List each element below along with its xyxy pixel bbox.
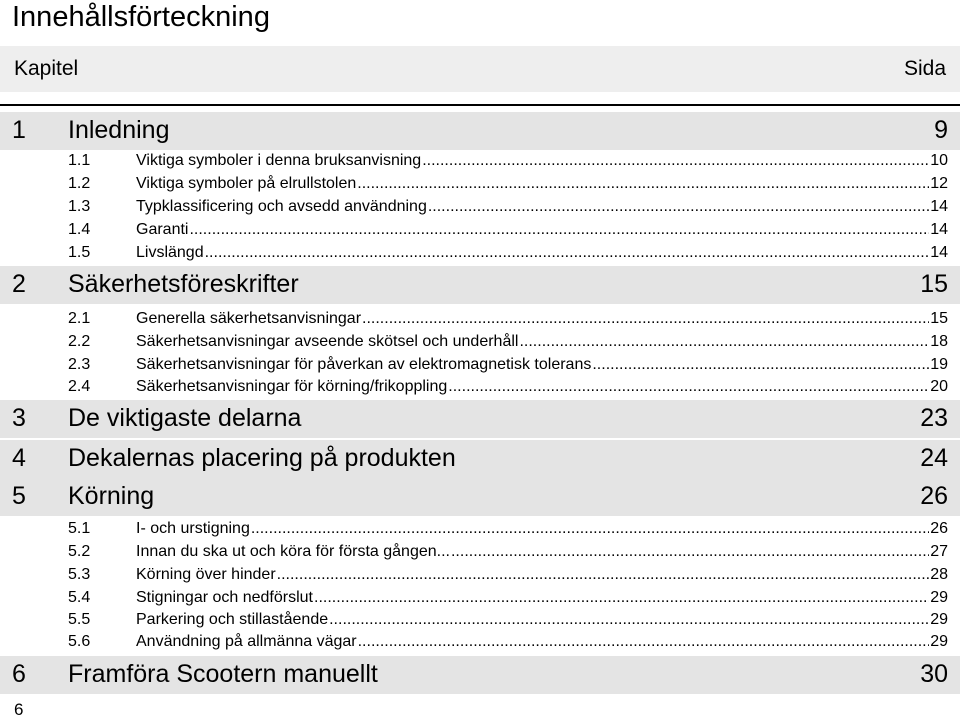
entry-page: 28 [930, 566, 948, 583]
toc-entry[interactable] [68, 631, 948, 653]
entry-page: 19 [930, 356, 948, 373]
entry-title: Livslängd [136, 244, 204, 261]
header-divider [0, 104, 960, 106]
dot-leader [451, 541, 929, 563]
toc-entry[interactable] [68, 308, 948, 330]
toc-entry[interactable] [68, 541, 948, 563]
toc-entry[interactable] [68, 150, 948, 172]
toc-chapter[interactable] [0, 266, 960, 304]
chapter-number: 6 [12, 660, 26, 688]
toc-entry[interactable] [68, 219, 948, 241]
toc-entry[interactable] [68, 518, 948, 540]
chapter-title: Säkerhetsföreskrifter [68, 270, 299, 298]
toc-chapter[interactable] [0, 112, 960, 150]
entry-page: 14 [930, 198, 948, 215]
chapter-page: 24 [920, 444, 948, 472]
chapter-title: Körning [68, 482, 155, 510]
chapter-title: Inledning [68, 116, 170, 144]
entry-title: I- och urstigning [136, 520, 250, 537]
chapter-page: 23 [920, 404, 948, 432]
entry-title: Säkerhetsanvisningar för påverkan av elektromagnetisk tolerans [136, 356, 592, 373]
entry-title: Parkering och stillastående [136, 611, 329, 628]
dot-leader [428, 196, 929, 218]
entry-page: 15 [930, 310, 948, 327]
toc-entry[interactable] [68, 609, 948, 631]
dot-leader [358, 631, 930, 653]
toc-entry[interactable] [68, 564, 948, 586]
entry-number: 5.1 [68, 520, 91, 537]
entry-number: 1.2 [68, 175, 91, 192]
entry-page: 29 [930, 633, 948, 650]
entry-page: 12 [930, 175, 948, 192]
entry-page: 14 [930, 221, 948, 238]
entry-number: 2.3 [68, 356, 91, 373]
entry-title: Generella säkerhetsanvisningar [136, 310, 362, 327]
entry-number: 2.1 [68, 310, 91, 327]
toc-chapter[interactable] [0, 656, 960, 694]
entry-number: 1.5 [68, 244, 91, 261]
dot-leader [251, 518, 929, 540]
dot-leader [357, 173, 929, 195]
toc-entry[interactable] [68, 242, 948, 264]
entry-title: Stigningar och nedförslut [136, 589, 313, 606]
entry-page: 27 [930, 543, 948, 560]
dot-leader [277, 564, 930, 586]
dot-leader [314, 587, 929, 609]
dot-leader [592, 354, 929, 376]
chapter-page: 9 [934, 116, 948, 144]
entry-page: 14 [930, 244, 948, 261]
entry-title: Körning över hinder [136, 566, 276, 583]
entry-page: 29 [930, 611, 948, 628]
entry-title: Typklassificering och avsedd användning [136, 198, 427, 215]
chapter-number: 5 [12, 482, 26, 510]
chapter-page: 30 [920, 660, 948, 688]
entry-page: 18 [930, 333, 948, 350]
entry-number: 2.2 [68, 333, 91, 350]
entry-number: 5.5 [68, 611, 91, 628]
toc-entry[interactable] [68, 354, 948, 376]
column-header-chapter: Kapitel [14, 57, 79, 80]
chapter-page: 26 [920, 482, 948, 510]
chapter-title: De viktigaste delarna [68, 404, 302, 432]
toc-chapter[interactable] [0, 400, 960, 438]
entry-page: 20 [930, 378, 948, 395]
dot-leader [422, 150, 929, 172]
toc-entry[interactable] [68, 173, 948, 195]
toc-chapter[interactable] [0, 478, 960, 516]
dot-leader [329, 609, 929, 631]
dot-leader [189, 219, 929, 241]
column-header-page: Sida [903, 57, 946, 80]
toc-entry[interactable] [68, 196, 948, 218]
chapter-number: 4 [12, 444, 26, 472]
chapter-title: Dekalernas placering på produkten [68, 444, 456, 472]
entry-page: 26 [930, 520, 948, 537]
toc-entry[interactable] [68, 331, 948, 353]
column-header [0, 46, 960, 92]
entry-title: Säkerhetsanvisningar avseende skötsel och underhåll [136, 333, 519, 350]
dot-leader [362, 308, 929, 330]
entry-page: 10 [930, 152, 948, 169]
entry-number: 1.4 [68, 221, 91, 238]
entry-number: 5.2 [68, 543, 91, 560]
toc-entry[interactable] [68, 376, 948, 398]
entry-title: Garanti [136, 221, 189, 238]
toc-chapter[interactable] [0, 440, 960, 478]
entry-number: 1.1 [68, 152, 91, 169]
entry-title: Säkerhetsanvisningar för körning/frikoppling [136, 378, 448, 395]
entry-number: 1.3 [68, 198, 91, 215]
entry-number: 5.6 [68, 633, 91, 650]
chapter-number: 1 [12, 116, 26, 144]
chapter-number: 3 [12, 404, 26, 432]
chapter-title: Framföra Scootern manuellt [68, 660, 378, 688]
entry-number: 2.4 [68, 378, 91, 395]
entry-title: Innan du ska ut och köra för första gången... [136, 543, 450, 560]
entry-page: 29 [930, 589, 948, 606]
page-title: Innehållsförteckning [12, 1, 270, 33]
entry-title: Viktiga symboler på elrullstolen [136, 175, 357, 192]
entry-number: 5.4 [68, 589, 91, 606]
entry-number: 5.3 [68, 566, 91, 583]
dot-leader [448, 376, 929, 398]
chapter-number: 2 [12, 270, 26, 298]
footer-page-number: 6 [14, 700, 24, 719]
chapter-page: 15 [920, 270, 948, 298]
entry-title: Användning på allmänna vägar [136, 633, 357, 650]
dot-leader [519, 331, 929, 353]
toc-entry[interactable] [68, 587, 948, 609]
entry-title: Viktiga symboler i denna bruksanvisning [136, 152, 422, 169]
dot-leader [205, 242, 930, 264]
